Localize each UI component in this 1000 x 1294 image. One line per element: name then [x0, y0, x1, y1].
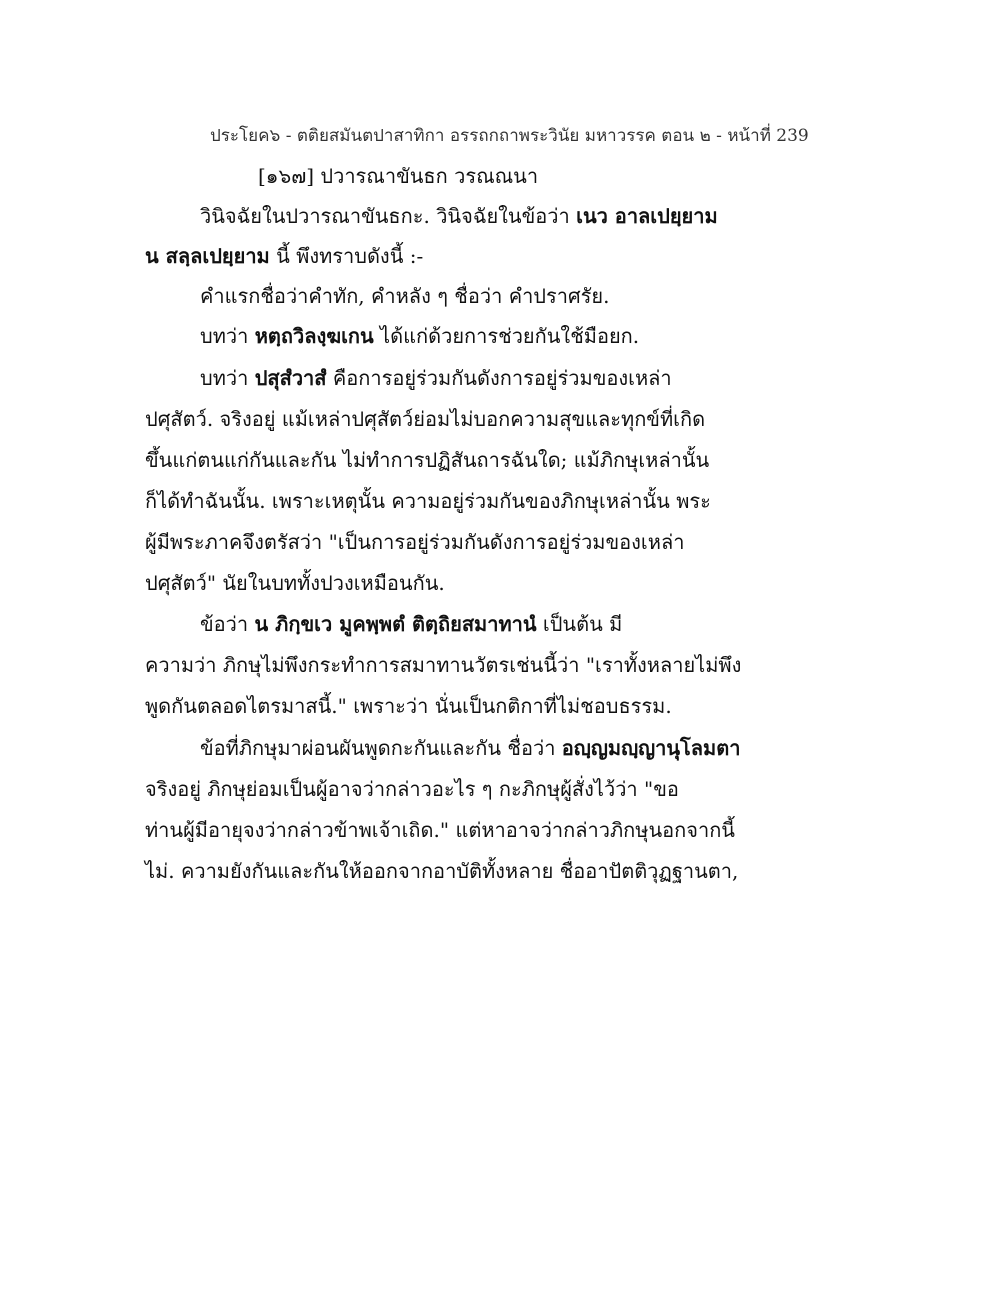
- text-run: บทว่า: [200, 366, 255, 390]
- section-heading: [๑๖๗] ปวารณาขันธก วรณณนา: [258, 164, 539, 188]
- pali-term: อญฺญมญฺญานุโลมตา: [561, 736, 741, 760]
- text-run: บทว่า: [200, 324, 255, 348]
- pali-term: เนว อาลเปยฺยาม: [576, 204, 718, 228]
- paragraph-line: [200, 734, 740, 762]
- paragraph-line: ขึ้นแก่ตนแก่กันและกัน ไม่ทำการปฏิสันถารฉันใด; แม้ภิกษุเหล่านั้น: [145, 448, 710, 472]
- paragraph-line: [200, 202, 718, 230]
- pali-term: ปสุสํวาสํ: [254, 366, 327, 390]
- text-run: เป็นต้น มี: [536, 612, 623, 636]
- paragraph-line: ปศุสัตว์" นัยในบททั้งปวงเหมือนกัน.: [145, 571, 445, 595]
- paragraph-line: ไม่. ความยังกันและกันให้ออกจากอาบัติทั้งหลาย ชื่ออาปัตติวุฏฐานตา,: [145, 859, 739, 883]
- paragraph-line: ก็ได้ทำฉันนั้น. เพราะเหตุนั้น ความอยู่ร่วมกันของภิกษุเหล่านั้น พระ: [145, 489, 711, 513]
- text-run: นี้ พึงทราบดังนี้ :-: [269, 244, 424, 268]
- text-run: ข้อที่ภิกษุมาผ่อนผันพูดกะกันและกัน ชื่อว่า: [200, 736, 562, 760]
- paragraph-line: ท่านผู้มีอายุจงว่ากล่าวข้าพเจ้าเถิด." แต่หาอาจว่ากล่าวภิกษุนอกจากนี้: [145, 818, 735, 842]
- text-run: คือการอยู่ร่วมกันดังการอยู่ร่วมของเหล่า: [326, 366, 672, 390]
- pali-term: น ภิกฺขเว มูคพฺพตํ ติตฺถิยสมาทานํ: [254, 612, 537, 636]
- pali-term: น สลฺลเปยฺยาม: [145, 244, 270, 268]
- paragraph-line: ผู้มีพระภาคจึงตรัสว่า "เป็นการอยู่ร่วมกันดังการอยู่ร่วมของเหล่า: [145, 530, 685, 554]
- paragraph-line: [200, 364, 672, 392]
- text-run: ได้แก่ด้วยการช่วยกันใช้มือยก.: [373, 324, 640, 348]
- paragraph-line: พูดกันตลอดไตรมาสนี้." เพราะว่า นั่นเป็นกติกาที่ไม่ชอบธรรม.: [145, 694, 672, 718]
- text-run: ข้อว่า: [200, 612, 255, 636]
- pali-term: หตฺถวิลงฺฆเกน: [254, 324, 374, 348]
- text-run: วินิจฉัยในปวารณาขันธกะ. วินิจฉัยในข้อว่า: [200, 204, 577, 228]
- paragraph-line: ความว่า ภิกษุไม่พึงกระทำการสมาทานวัตรเช่นนี้ว่า "เราทั้งหลายไม่พึง: [145, 653, 742, 677]
- paragraph-line: [200, 322, 639, 350]
- paragraph-line: คำแรกชื่อว่าคำทัก, คำหลัง ๆ ชื่อว่า คำปราศรัย.: [200, 284, 610, 308]
- paragraph-line: [200, 610, 622, 638]
- paragraph-line: ปศุสัตว์. จริงอยู่ แม้เหล่าปศุสัตว์ย่อมไม่บอกความสุขและทุกข์ที่เกิด: [145, 407, 706, 431]
- paragraph-line: [145, 242, 423, 270]
- paragraph-line: จริงอยู่ ภิกษุย่อมเป็นผู้อาจว่ากล่าวอะไร ๆ กะภิกษุผู้สั่งไว้ว่า "ขอ: [145, 777, 679, 801]
- running-header: ประโยค๖ - ตติยสมันตปาสาทิกา อรรถกถาพระวินัย มหาวรรค ตอน ๒ - หน้าที่ 239: [210, 126, 809, 146]
